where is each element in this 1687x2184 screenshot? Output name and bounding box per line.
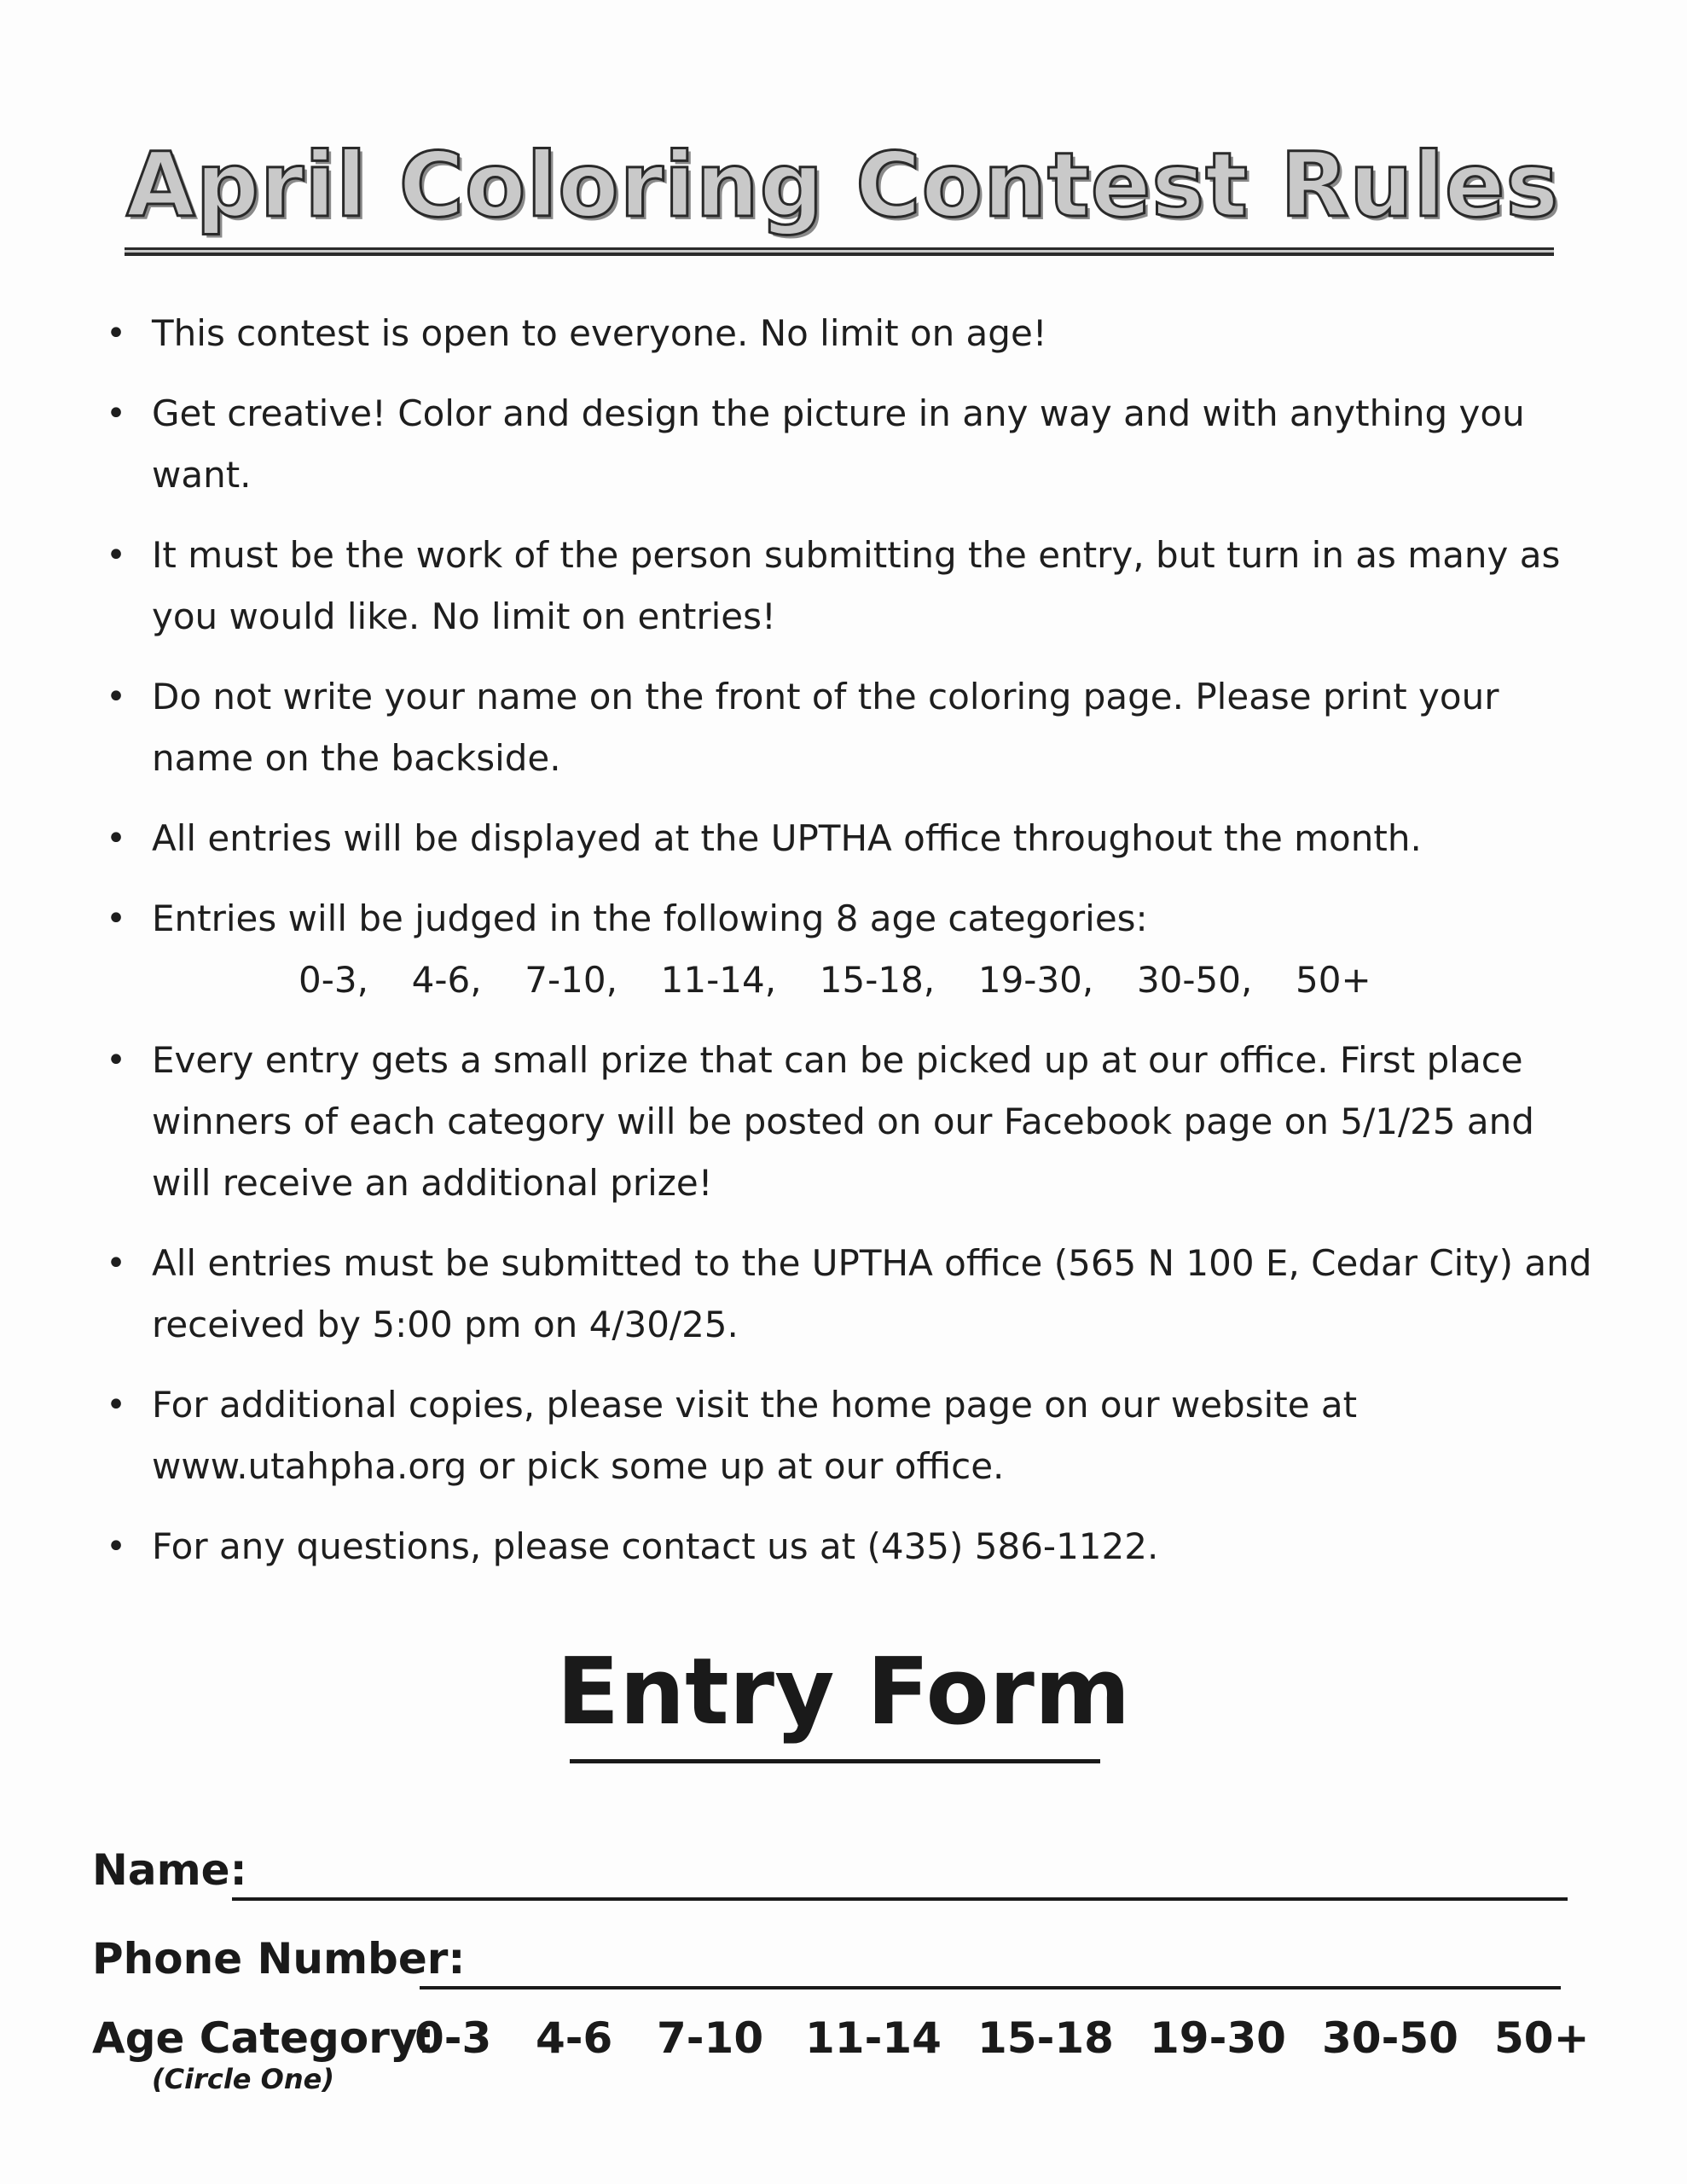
rule-text: For additional copies, please visit the home page on our website at www.utahpha.org or pick some up at our office. bbox=[152, 1384, 1358, 1487]
title-underline bbox=[125, 247, 1554, 256]
bullet-icon: • bbox=[106, 1041, 126, 1080]
name-field-label: Name: bbox=[92, 1845, 247, 1895]
bullet-icon: • bbox=[106, 819, 126, 858]
rule-text: Get creative! Color and design the picture in any way and with anything you want. bbox=[152, 392, 1525, 496]
rule-text: This contest is open to everyone. No limit on age! bbox=[152, 312, 1047, 354]
entry-form-title: Entry Form bbox=[556, 1639, 1131, 1745]
bullet-icon: • bbox=[106, 314, 126, 353]
rule-item bbox=[94, 383, 1595, 506]
rule-item bbox=[94, 525, 1595, 648]
bullet-icon: • bbox=[106, 677, 126, 717]
rule-text: It must be the work of the person submitting the entry, but turn in as many as you would like. No limit on entries! bbox=[152, 534, 1561, 637]
bullet-icon: • bbox=[106, 1527, 126, 1566]
phone-field-label: Phone Number: bbox=[92, 1934, 466, 1984]
bullet-icon: • bbox=[106, 899, 126, 938]
phone-field-line[interactable] bbox=[420, 1986, 1561, 1989]
bullet-icon: • bbox=[106, 1244, 126, 1283]
name-field-line[interactable] bbox=[232, 1897, 1568, 1901]
age-option-50-plus[interactable]: 50+ bbox=[1494, 2013, 1590, 2063]
rule-text: All entries must be submitted to the UPTHA office (565 N 100 E, Cedar City) and received by 5:00 pm on 4/30/25. bbox=[152, 1242, 1592, 1345]
rule-item bbox=[94, 808, 1595, 869]
rule-text: Every entry gets a small prize that can be picked up at our office. First place winners of each category will be posted on our Facebook page on 5/1/25 and will receive an additional prize! bbox=[152, 1039, 1534, 1204]
age-option-7-10[interactable]: 7-10 bbox=[657, 2013, 764, 2063]
bullet-icon: • bbox=[106, 394, 126, 433]
age-option-19-30[interactable]: 19-30 bbox=[1150, 2013, 1286, 2063]
rule-text: All entries will be displayed at the UPTHA office throughout the month. bbox=[152, 817, 1422, 859]
age-option-4-6[interactable]: 4-6 bbox=[536, 2013, 613, 2063]
rule-item bbox=[94, 1374, 1595, 1497]
age-categories-list: 0-3, 4-6, 7-10, 11-14, 15-18, 19-30, 30-50, 50+ bbox=[299, 959, 1371, 1001]
bullet-icon: • bbox=[106, 1385, 126, 1425]
bullet-icon: • bbox=[106, 536, 126, 575]
age-category-label: Age Category: bbox=[92, 2013, 435, 2063]
age-option-0-3[interactable]: 0-3 bbox=[415, 2013, 492, 2063]
rule-text: For any questions, please contact us at (435) 586-1122. bbox=[152, 1525, 1159, 1567]
rules-list bbox=[94, 303, 1595, 1596]
page-title: April Coloring Contest Rules bbox=[126, 133, 1560, 237]
age-option-15-18[interactable]: 15-18 bbox=[977, 2013, 1114, 2063]
rule-text: Do not write your name on the front of the coloring page. Please print your name on the backside. bbox=[152, 676, 1499, 779]
rule-text: Entries will be judged in the following 8 age categories: bbox=[152, 897, 1148, 939]
rule-item bbox=[94, 1516, 1595, 1577]
age-option-11-14[interactable]: 11-14 bbox=[805, 2013, 942, 2063]
rule-item bbox=[94, 303, 1595, 364]
rule-item bbox=[94, 1030, 1595, 1214]
rule-item bbox=[94, 1233, 1595, 1356]
rule-item-age-categories bbox=[94, 888, 1595, 1011]
entry-form-title-underline bbox=[570, 1759, 1100, 1763]
age-category-hint: (Circle One) bbox=[152, 2063, 334, 2095]
age-option-30-50[interactable]: 30-50 bbox=[1322, 2013, 1458, 2063]
rule-item bbox=[94, 666, 1595, 789]
